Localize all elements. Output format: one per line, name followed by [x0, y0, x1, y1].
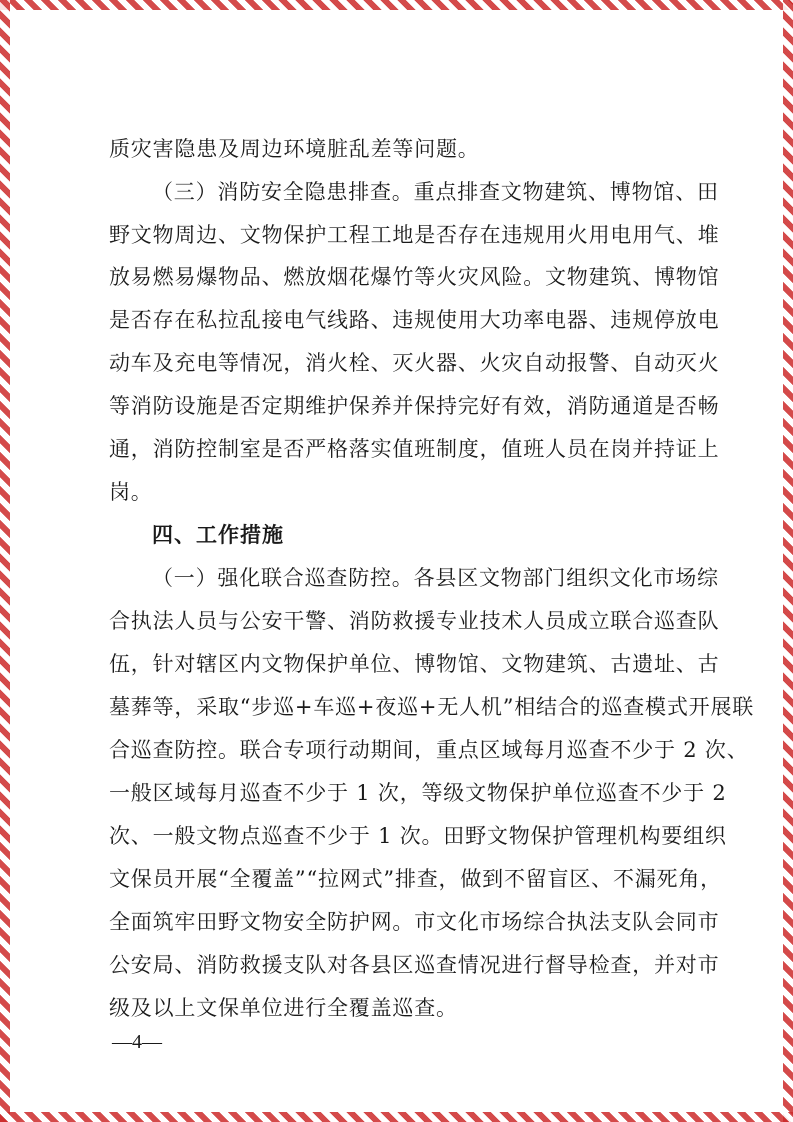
body-line: 质灾害隐患及周边环境脏乱差等问题。: [109, 137, 480, 161]
page-number: —4—: [112, 1031, 162, 1053]
body-line: 合执法人员与公安干警、消防救援专业技术人员成立联合巡查队: [109, 609, 720, 633]
subsection-heading-line: （一）强化联合巡查防控。各县区文物部门组织文化市场综: [152, 566, 719, 590]
body-line: 合巡查防控。联合专项行动期间，重点区域每月巡查不少于 2 次、: [109, 738, 749, 762]
body-line: 是否存在私拉乱接电气线路、违规使用大功率电器、违规停放电: [109, 308, 720, 332]
section-heading: 四、工作措施: [152, 523, 284, 547]
body-line: 级及以上文保单位进行全覆盖巡查。: [109, 996, 458, 1020]
body-line: 野文物周边、文物保护工程工地是否存在违规用火用电用气、堆: [109, 223, 720, 247]
body-line: 等消防设施是否定期维护保养并保持完好有效，消防通道是否畅: [109, 394, 720, 418]
page-border-bottom: [0, 1112, 793, 1122]
body-line: 动车及充电等情况，消火栓、灭火器、火灾自动报警、自动灭火: [109, 351, 720, 375]
body-line: 通，消防控制室是否严格落实值班制度，值班人员在岗并持证上: [109, 437, 720, 461]
page-border-left: [0, 0, 10, 1122]
body-line: 墓葬等，采取“步巡+车巡+夜巡+无人机”相结合的巡查模式开展联: [109, 695, 755, 719]
body-line: 一般区域每月巡查不少于 1 次，等级文物保护单位巡查不少于 2: [109, 781, 727, 805]
subsection-heading-line: （三）消防安全隐患排查。重点排查文物建筑、博物馆、田: [152, 180, 719, 204]
body-line: 全面筑牢田野文物安全防护网。市文化市场综合执法支队会同市: [109, 910, 720, 934]
body-line: 伍，针对辖区内文物保护单位、博物馆、文物建筑、古遗址、古: [109, 652, 720, 676]
body-line: 公安局、消防救援支队对各县区巡查情况进行督导检查，并对市: [109, 953, 720, 977]
page-border-right: [783, 0, 793, 1122]
body-line: 次、一般文物点巡查不少于 1 次。田野文物保护管理机构要组织: [109, 824, 727, 848]
body-line: 文保员开展“全覆盖”“拉网式”排查，做到不留盲区、不漏死角，: [109, 867, 722, 891]
body-line: 放易燃易爆物品、燃放烟花爆竹等火灾风险。文物建筑、博物馆: [109, 265, 720, 289]
page-border-top: [0, 0, 793, 10]
body-line: 岗。: [109, 480, 153, 504]
